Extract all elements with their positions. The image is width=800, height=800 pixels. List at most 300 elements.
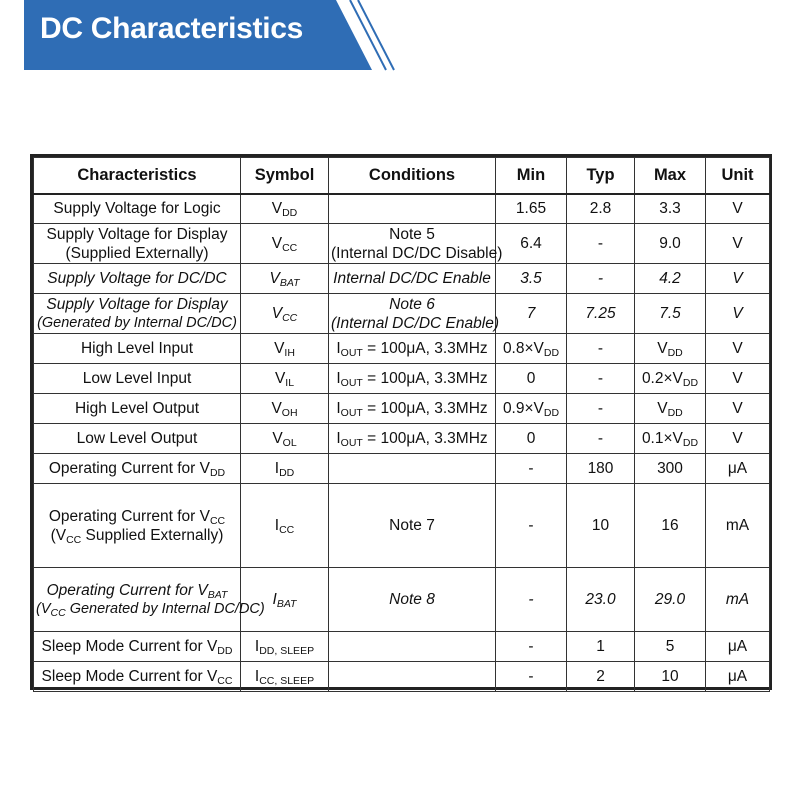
subscript: CC, SLEEP <box>259 675 315 687</box>
cell-line <box>708 637 767 656</box>
cell-line <box>637 590 703 609</box>
cell-line <box>498 459 564 478</box>
cell-line <box>36 507 238 526</box>
subscript: IL <box>285 377 295 389</box>
unit-cell <box>706 484 770 568</box>
cell-text: 2.8 <box>589 200 612 218</box>
cell-text: (V <box>50 526 67 544</box>
cell-text: - <box>597 235 604 252</box>
typ-cell <box>567 454 635 484</box>
cell-text: (Internal DC/DC Disable) <box>331 244 503 262</box>
cell-text: = 100μA, 3.3MHz <box>362 340 488 357</box>
cell-line <box>243 399 326 418</box>
cell-text: V <box>732 305 743 322</box>
characteristic-cell <box>34 662 241 692</box>
cell-text: - <box>597 340 604 357</box>
cell-text: I <box>254 638 260 655</box>
cell-line <box>637 399 703 418</box>
cell-line <box>331 429 493 448</box>
subscript: BAT <box>207 588 228 601</box>
cell-text: High Level Input <box>80 340 194 357</box>
column-header: Max <box>635 158 706 194</box>
cell-line <box>243 269 326 288</box>
cell-line <box>36 581 238 600</box>
cell-line <box>708 516 767 535</box>
cell-text: 3.3 <box>659 200 681 218</box>
max-cell <box>635 294 706 334</box>
symbol-cell <box>241 632 329 662</box>
unit-cell <box>706 334 770 364</box>
cell-line <box>331 516 493 535</box>
cell-text: Sleep Mode Current for V <box>41 668 218 685</box>
min-cell <box>496 568 567 632</box>
symbol-cell <box>241 294 329 334</box>
characteristic-cell <box>34 454 241 484</box>
cell-line <box>36 225 238 244</box>
cell-line <box>569 667 632 686</box>
cell-text: V <box>269 270 280 287</box>
cell-line <box>36 369 238 388</box>
cell-text: 0.2×V <box>641 370 683 387</box>
cell-line <box>498 667 564 686</box>
cell-line <box>637 269 703 288</box>
cell-line <box>243 234 326 253</box>
conditions-cell <box>329 294 499 334</box>
cell-text: V <box>657 400 668 417</box>
table-row <box>34 334 770 364</box>
cell-text: Operating Current for V <box>48 460 210 477</box>
min-cell <box>496 294 567 334</box>
cell-text: I <box>336 340 341 357</box>
typ-cell <box>567 394 635 424</box>
typ-cell <box>567 294 635 334</box>
cell-text: 3.5 <box>520 270 542 287</box>
table-row <box>34 264 770 294</box>
unit-cell <box>706 662 770 692</box>
table-row <box>34 294 770 334</box>
cell-text: - <box>597 400 604 417</box>
cell-line <box>331 225 493 244</box>
unit-cell <box>706 224 770 264</box>
subscript: OL <box>282 437 297 449</box>
cell-line <box>331 339 493 358</box>
conditions-cell <box>329 334 496 364</box>
cell-text: High Level Output <box>74 400 200 417</box>
cell-text: = 100μA, 3.3MHz <box>362 400 488 417</box>
cell-line <box>637 199 703 218</box>
table-header-row <box>34 158 770 194</box>
cell-text: Operating Current for V <box>48 507 210 525</box>
cell-text: = 100μA, 3.3MHz <box>362 370 488 387</box>
cell-text: V <box>732 400 743 417</box>
subscript: DD <box>209 467 226 479</box>
cell-text: 0.9×V <box>502 400 544 417</box>
cell-line <box>36 244 238 263</box>
cell-text: 29.0 <box>654 591 686 608</box>
min-cell <box>496 632 567 662</box>
cell-line <box>243 429 326 448</box>
cell-line <box>36 339 238 358</box>
unit-cell <box>706 394 770 424</box>
characteristic-cell <box>34 632 241 662</box>
max-cell <box>635 568 706 632</box>
column-header: Typ <box>567 158 635 194</box>
subscript: DD, SLEEP <box>259 645 315 657</box>
page-title: DC Characteristics <box>40 12 304 45</box>
cell-line <box>331 399 493 418</box>
max-cell <box>635 364 706 394</box>
cell-text: V <box>271 305 283 322</box>
cell-text: - <box>597 370 604 387</box>
cell-text: V <box>732 430 743 447</box>
max-cell <box>635 224 706 264</box>
cell-line <box>569 269 632 288</box>
cell-text: 23.0 <box>585 591 616 608</box>
cell-text: mA <box>725 517 750 534</box>
cell-line <box>36 667 238 686</box>
unit-cell <box>706 364 770 394</box>
subscript: CC <box>282 312 298 324</box>
cell-line <box>569 637 632 656</box>
cell-text: I <box>274 460 280 477</box>
cell-text: = 100μA, 3.3MHz <box>362 430 488 447</box>
symbol-cell <box>241 394 329 424</box>
subscript: OUT <box>340 347 363 359</box>
cell-text: - <box>528 460 534 477</box>
cell-line <box>243 667 326 686</box>
subscript: CC <box>66 533 82 546</box>
subscript: CC <box>50 606 66 619</box>
subscript: DD <box>667 347 683 359</box>
cell-text: μA <box>727 638 748 655</box>
conditions-cell <box>329 454 496 484</box>
cell-text: (Generated by Internal DC/DC) <box>37 314 237 331</box>
cell-line <box>637 369 703 388</box>
cell-text: 10 <box>591 517 610 534</box>
table-row <box>34 662 770 692</box>
cell-line <box>569 234 632 253</box>
min-cell <box>496 194 567 224</box>
cell-line <box>498 637 564 656</box>
column-header: Unit <box>706 158 770 194</box>
subscript: DD <box>682 377 699 389</box>
subscript: BAT <box>276 598 297 610</box>
cell-line <box>637 516 703 535</box>
typ-cell <box>567 264 635 294</box>
cell-text: 1 <box>596 638 605 655</box>
cell-line <box>569 199 632 218</box>
cell-text: 1.65 <box>515 200 547 218</box>
cell-line <box>637 234 703 253</box>
max-cell <box>635 264 706 294</box>
cell-line <box>498 369 564 388</box>
subscript: DD <box>667 407 683 419</box>
cell-line <box>498 304 564 323</box>
cell-text: V <box>274 370 286 387</box>
cell-line <box>243 637 326 656</box>
subscript: DD <box>543 407 560 419</box>
cell-line <box>36 526 238 545</box>
conditions-cell <box>329 568 496 632</box>
symbol-cell <box>241 662 329 692</box>
unit-cell <box>706 454 770 484</box>
min-cell <box>496 394 567 424</box>
cell-line <box>498 429 564 448</box>
cell-text: I <box>336 400 341 417</box>
max-cell <box>635 662 706 692</box>
typ-cell <box>567 224 635 264</box>
characteristic-cell <box>34 334 241 364</box>
cell-text: 9.0 <box>659 235 681 252</box>
conditions-cell <box>329 194 496 224</box>
cell-text: 300 <box>657 460 683 477</box>
cell-line <box>708 667 767 686</box>
symbol-cell <box>241 568 329 632</box>
conditions-cell <box>329 662 496 692</box>
table-row <box>34 632 770 662</box>
subscript: BAT <box>279 277 300 289</box>
cell-text: μA <box>727 668 748 685</box>
cell-text: 180 <box>587 460 614 477</box>
dc-characteristics-table <box>30 154 772 690</box>
cell-line <box>331 314 499 333</box>
cell-line <box>708 459 767 478</box>
characteristic-cell <box>34 364 241 394</box>
cell-line <box>36 314 238 333</box>
unit-cell <box>706 294 770 334</box>
max-cell <box>635 194 706 224</box>
table-row <box>34 224 770 264</box>
cell-text: Low Level Input <box>82 370 192 387</box>
cell-text: V <box>732 370 743 387</box>
cell-text: V <box>271 200 283 218</box>
subscript: OUT <box>340 407 363 419</box>
characteristic-cell <box>34 224 241 264</box>
characteristic-cell <box>34 264 241 294</box>
cell-line <box>498 199 564 218</box>
cell-line <box>36 429 238 448</box>
cell-text: (V <box>36 600 51 617</box>
conditions-cell <box>329 632 496 662</box>
subscript: DD <box>279 467 295 479</box>
cell-line <box>36 399 238 418</box>
cell-text: 2 <box>596 668 605 685</box>
cell-line <box>637 459 703 478</box>
cell-text: - <box>597 270 604 287</box>
conditions-cell <box>329 394 496 424</box>
cell-text: 0 <box>526 370 536 387</box>
cell-text: V <box>271 400 282 417</box>
cell-line <box>36 199 238 218</box>
typ-cell <box>567 662 635 692</box>
cell-text: μA <box>727 460 748 477</box>
symbol-cell <box>241 194 329 224</box>
cell-line <box>708 369 767 388</box>
cell-line <box>331 244 503 263</box>
max-cell <box>635 424 706 454</box>
subscript: CC <box>217 675 233 687</box>
min-cell <box>496 224 567 264</box>
cell-line <box>331 590 493 609</box>
typ-cell <box>567 194 635 224</box>
cell-line <box>243 516 326 535</box>
symbol-cell <box>241 364 329 394</box>
characteristic-cell <box>34 424 241 454</box>
cell-line <box>708 269 767 288</box>
cell-line <box>637 304 703 323</box>
cell-text: Supply Voltage for Logic <box>53 200 221 218</box>
min-cell <box>496 662 567 692</box>
cell-text: V <box>272 430 283 447</box>
cell-line <box>243 304 326 323</box>
cell-line <box>569 590 632 609</box>
cell-text: Internal DC/DC Enable <box>333 270 491 287</box>
cell-text: Generated by Internal DC/DC) <box>65 600 265 617</box>
cell-text: Operating Current for V <box>46 581 208 599</box>
cell-line <box>498 516 564 535</box>
subscript: OUT <box>340 377 363 389</box>
min-cell <box>496 424 567 454</box>
cell-line <box>498 590 564 609</box>
cell-text: (Supplied Externally) <box>65 244 209 262</box>
unit-cell <box>706 424 770 454</box>
cell-text: Low Level Output <box>76 430 198 447</box>
subscript: DD <box>682 437 699 449</box>
typ-cell <box>567 632 635 662</box>
cell-line <box>569 369 632 388</box>
symbol-cell <box>241 334 329 364</box>
subscript: DD <box>217 645 233 657</box>
cell-text: V <box>271 235 283 252</box>
cell-line <box>331 369 493 388</box>
cell-text: I <box>274 517 280 534</box>
cell-line <box>36 269 238 288</box>
symbol-cell <box>241 484 329 568</box>
max-cell <box>635 334 706 364</box>
cell-text: Note 8 <box>389 591 435 608</box>
cell-text: - <box>528 668 534 685</box>
min-cell <box>496 264 567 294</box>
cell-text: 0 <box>526 430 536 447</box>
cell-text: - <box>597 430 604 447</box>
characteristic-cell <box>34 568 265 632</box>
subscript: CC <box>209 514 226 527</box>
unit-cell <box>706 194 770 224</box>
cell-text: Supply Voltage for Display <box>46 225 228 243</box>
cell-text: Supply Voltage for DC/DC <box>47 270 227 287</box>
subscript: OUT <box>340 437 363 449</box>
cell-line <box>708 234 767 253</box>
cell-text: V <box>732 270 743 287</box>
cell-text: (Internal DC/DC Enable) <box>331 314 499 332</box>
table-row <box>34 194 770 224</box>
cell-line <box>331 269 493 288</box>
cell-text: 4.2 <box>659 270 681 287</box>
conditions-cell <box>329 264 496 294</box>
max-cell <box>635 394 706 424</box>
cell-line <box>637 667 703 686</box>
cell-line <box>498 269 564 288</box>
unit-cell <box>706 632 770 662</box>
column-header: Characteristics <box>34 158 241 194</box>
cell-line <box>569 516 632 535</box>
table-row <box>34 364 770 394</box>
cell-line <box>498 339 564 358</box>
cell-text: 7 <box>526 305 536 322</box>
max-cell <box>635 632 706 662</box>
symbol-cell <box>241 454 329 484</box>
cell-line <box>498 234 564 253</box>
unit-cell <box>706 264 770 294</box>
cell-text: - <box>528 591 534 608</box>
cell-line <box>708 199 767 218</box>
table-row <box>34 454 770 484</box>
cell-text: - <box>528 638 534 655</box>
cell-line <box>569 399 632 418</box>
cell-text: V <box>732 340 743 357</box>
min-cell <box>496 484 567 568</box>
cell-text: V <box>274 340 285 357</box>
cell-line <box>569 429 632 448</box>
cell-line <box>637 339 703 358</box>
typ-cell <box>567 334 635 364</box>
cell-line <box>36 459 238 478</box>
cell-text: mA <box>725 591 750 608</box>
cell-line <box>243 459 326 478</box>
cell-line <box>498 399 564 418</box>
cell-text: I <box>336 370 341 387</box>
cell-line <box>243 339 326 358</box>
subscript: OH <box>281 407 298 419</box>
cell-line <box>569 304 632 323</box>
table-row <box>34 424 770 454</box>
column-header: Min <box>496 158 567 194</box>
table-row <box>34 568 770 632</box>
cell-text: 6.4 <box>520 235 542 252</box>
cell-line <box>36 637 238 656</box>
cell-text: I <box>336 430 341 447</box>
cell-text: Supply Voltage for Display <box>46 295 228 313</box>
cell-text: I <box>254 668 260 685</box>
conditions-cell <box>329 364 496 394</box>
cell-text: 0.8×V <box>502 340 544 357</box>
cell-line <box>708 304 767 323</box>
cell-line <box>569 339 632 358</box>
subscript: IH <box>284 347 295 359</box>
table-row <box>34 484 770 568</box>
cell-line <box>708 399 767 418</box>
max-cell <box>635 454 706 484</box>
characteristic-cell <box>34 394 241 424</box>
cell-line <box>243 199 326 218</box>
cell-text: I <box>272 591 277 608</box>
cell-text: - <box>528 517 534 534</box>
symbol-cell <box>241 424 329 454</box>
symbol-cell <box>241 224 329 264</box>
cell-line <box>708 339 767 358</box>
cell-text: Note 6 <box>389 295 435 313</box>
cell-line <box>708 590 767 609</box>
cell-line <box>243 369 326 388</box>
conditions-cell <box>329 484 496 568</box>
cell-text: 5 <box>665 638 675 655</box>
characteristic-cell <box>34 194 241 224</box>
cell-line <box>36 600 265 619</box>
symbol-cell <box>241 264 329 294</box>
cell-text: V <box>657 340 668 357</box>
min-cell <box>496 454 567 484</box>
column-header: Conditions <box>329 158 496 194</box>
